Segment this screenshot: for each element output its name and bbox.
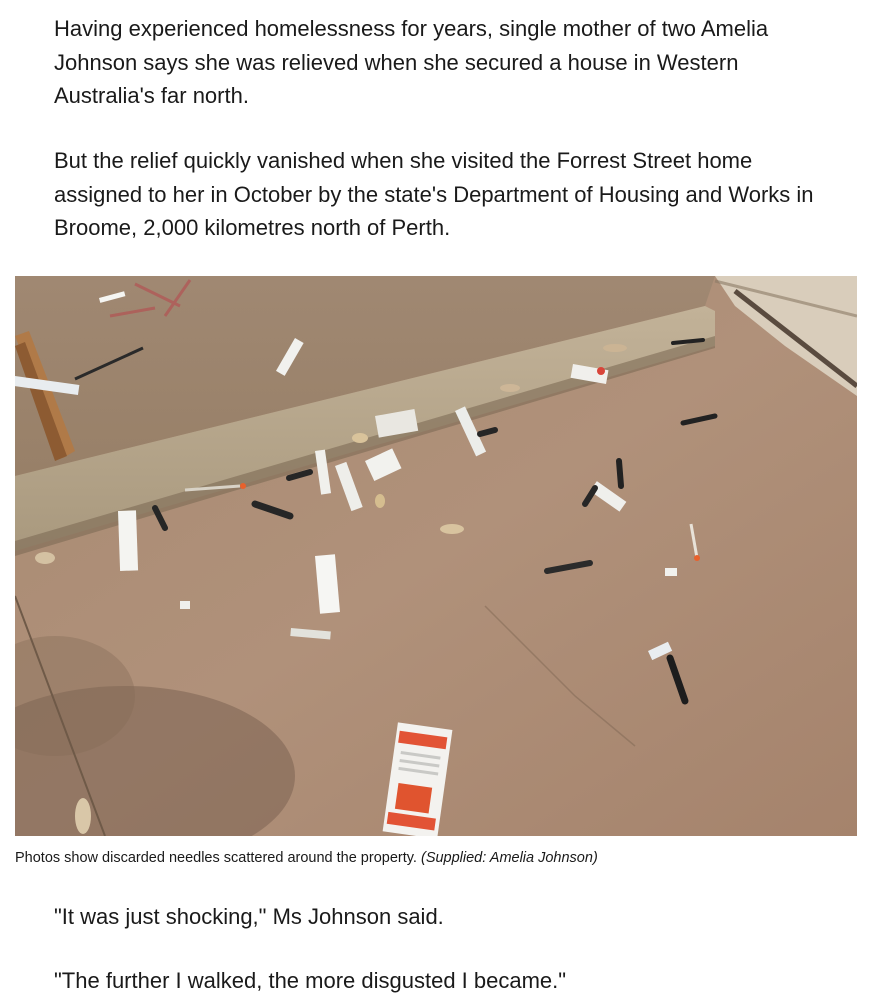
photo-credit: (Supplied: Amelia Johnson) (420, 850, 598, 866)
article-photo (15, 276, 857, 836)
article-quote: "It was just shocking," Ms Johnson said. (54, 904, 444, 929)
article-paragraph: Having experienced homelessness for years, single mother of two Amelia Johnson says she was relieved when she secured a house in Western Australia's far north. (54, 16, 769, 108)
caption-text: Photos show discarded needles scattered around the property. (15, 850, 417, 866)
photo-caption (15, 848, 855, 868)
article-quote: "The further I walked, the more disgusted I became." (54, 968, 567, 993)
article-paragraph: But the relief quickly vanished when she visited the Forrest Street home assigned to her in October by the state's Department of Housing and Works in Broome, 2,000 kilometres north of Perth. (54, 148, 814, 240)
